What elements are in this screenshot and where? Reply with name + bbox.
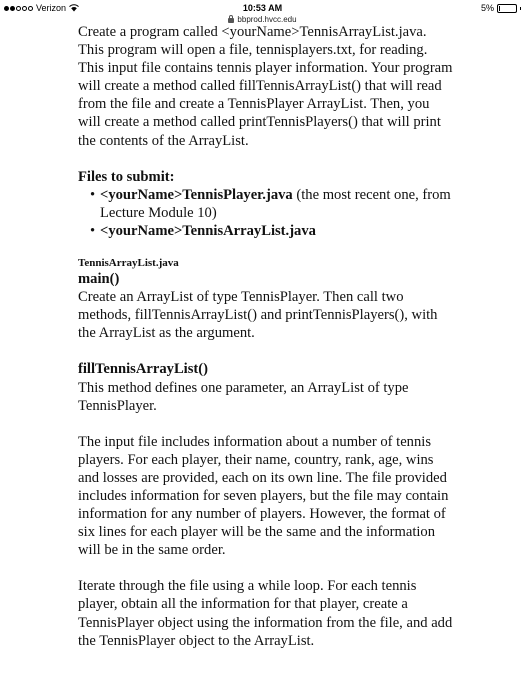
main-paragraph: Create an ArrayList of type TennisPlayer. Then call two methods, fillTennisArrayList() and printTennisPlayers(), with the ArrayList as the argument. xyxy=(78,289,438,342)
input-file-paragraph: The input file includes information about a number of tennis players. For each player, their name, country, rank, age, wins and losses are provided, each on its own line. The file provided includes information for seven players, but the file may contain information for any number of players. However, the format of six lines for each player will be the same and the information will be in the same order. xyxy=(78,433,449,559)
main-heading: main() xyxy=(78,271,120,288)
lock-icon xyxy=(228,18,234,23)
status-right xyxy=(481,3,521,13)
files-heading: Files to submit: xyxy=(78,168,175,185)
status-bar xyxy=(0,0,525,14)
assignment-document xyxy=(0,23,525,650)
intro-paragraph: Create a program called <yourName>TennisArrayList.java. This program will open a file, tennisplayers.txt, for reading. This input file contains tennis player information. Your program will create a method called fillTennisArrayList() that will read from the file and create a TennisPlayer ArrayList. Then, you will create a method called printTennisPlayers() that will print the contents of the ArrayList. xyxy=(78,24,453,149)
file-name: <yourName>TennisArrayList.java xyxy=(100,222,316,239)
file-name: <yourName>TennisPlayer.java xyxy=(100,186,293,203)
clock: 10:53 AM xyxy=(242,3,283,13)
fill-heading: fillTennisArrayList() xyxy=(78,361,208,378)
files-list xyxy=(78,186,455,240)
url-text: bbprod.hvcc.edu xyxy=(237,15,297,24)
battery-icon xyxy=(497,4,517,13)
carrier-label: Verizon xyxy=(36,3,67,13)
battery-tip xyxy=(520,7,521,10)
fill-paragraph: This method defines one parameter, an ArrayList of type TennisPlayer. xyxy=(78,379,409,414)
list-item xyxy=(90,222,455,240)
file-note: (the most recent one, from Lecture Module 10) xyxy=(100,186,451,221)
list-item xyxy=(90,186,455,222)
iterate-paragraph: Iterate through the file using a while loop. For each tennis player, obtain all the information for that player, create a TennisPlayer object using the information from the file, and add the TennisPlayer object to the ArrayList. xyxy=(78,578,453,649)
battery-percent: 5% xyxy=(480,3,494,13)
class-label: TennisArrayList.java xyxy=(78,257,179,270)
